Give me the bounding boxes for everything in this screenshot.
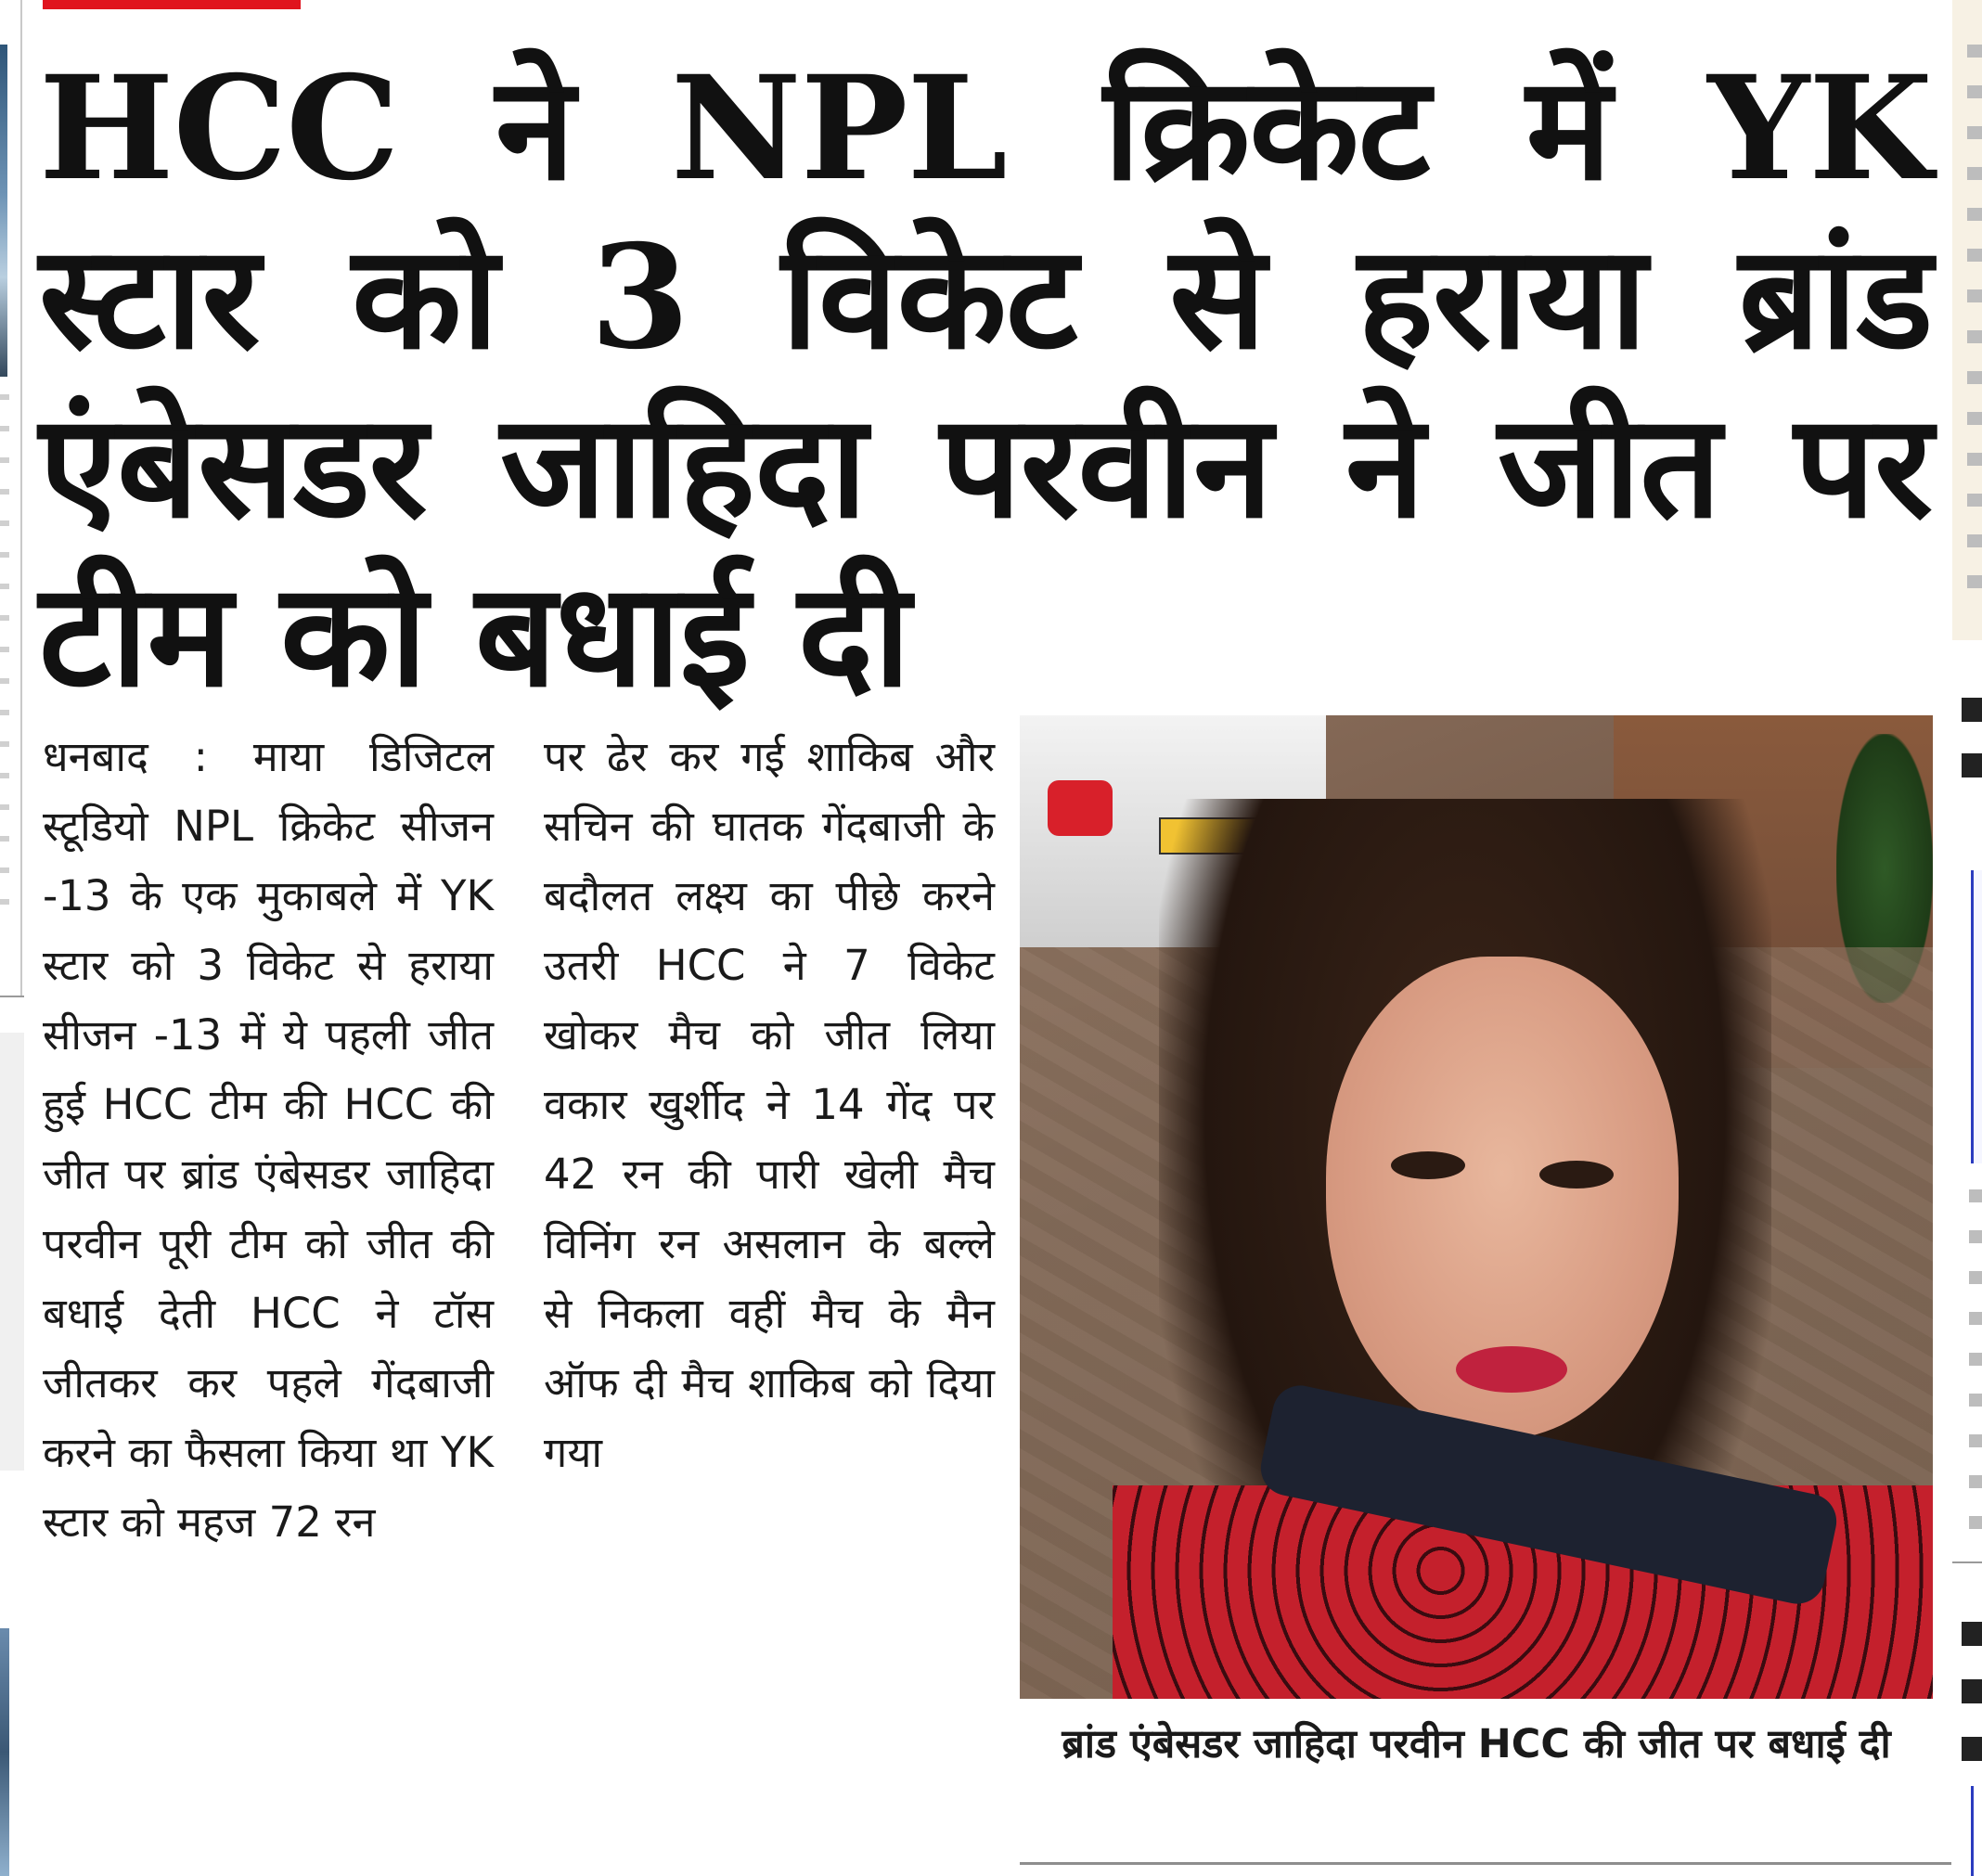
photo-portrait-eye <box>1539 1161 1614 1189</box>
article-headline: HCC ने NPL क्रिकेट में YK स्टार को 3 विकेट से हराया ब्रांड एंबेसडर जाहिदा परवीन ने जीत पर टीम को बधाई दी <box>39 45 1932 719</box>
adjacent-headline-fragment-2 <box>1962 1622 1982 1761</box>
section-accent-bar <box>43 0 301 9</box>
photo-portrait-lips <box>1456 1346 1567 1393</box>
adjacent-box-fragment <box>0 1033 24 1471</box>
adjacent-divider-right <box>1952 1561 1982 1563</box>
left-column-rule <box>20 0 22 997</box>
adjacent-photo-frame-2 <box>1971 1786 1982 1876</box>
adjacent-photo-frame <box>1971 870 1982 1163</box>
adjacent-text-fragment <box>0 394 9 923</box>
adjacent-text-fragment-right-2 <box>1969 1189 1982 1533</box>
photo-caption: ब्रांड एंबेसडर जाहिदा परवीन HCC की जीत पर बधाई दी <box>1062 1721 1891 1767</box>
photo-portrait-eye <box>1391 1151 1465 1179</box>
adjacent-photo-fragment <box>0 45 7 377</box>
article-body-column-2: पर ढेर कर गई शाकिब और सचिन की घातक गेंदबाजी के बदौलत लक्ष्य का पीछे करने उतरी HCC ने 7 विकेट खोकर मैच को जीत लिया वकार खुर्शीद ने 14 गेंद पर 42 रन की पारी खेली मैच विनिंग रन असलान के बल्ले से निकला वहीं मैच के मैन ऑफ दी मैच शाकिब को दिया गया <box>544 732 995 1477</box>
adjacent-photo-fragment-bottom <box>0 1628 9 1876</box>
caption-rule <box>1020 1862 1951 1865</box>
adjacent-headline-fragment <box>1962 698 1982 809</box>
article-body-column-1: धनबाद : माया डिजिटल स्टूडियो NPL क्रिकेट सीजन -13 के एक मुकाबले में YK स्टार को 3 विकेट से हराया सीजन -13 में ये पहली जीत हुई HCC टीम की HCC की जीत पर ब्रांड एंबेसडर जाहिदा परवीन पूरी टीम को जीत की बधाई देती HCC ने टॉस जीतकर कर पहले गेंदबाजी करने का फैसला किया था YK स्टार को महज 72 रन <box>43 732 494 1547</box>
article-photo <box>1020 715 1933 1699</box>
photo-car-taillight <box>1048 780 1113 836</box>
adjacent-text-fragment-right <box>1967 45 1982 610</box>
adjacent-divider <box>0 996 24 997</box>
